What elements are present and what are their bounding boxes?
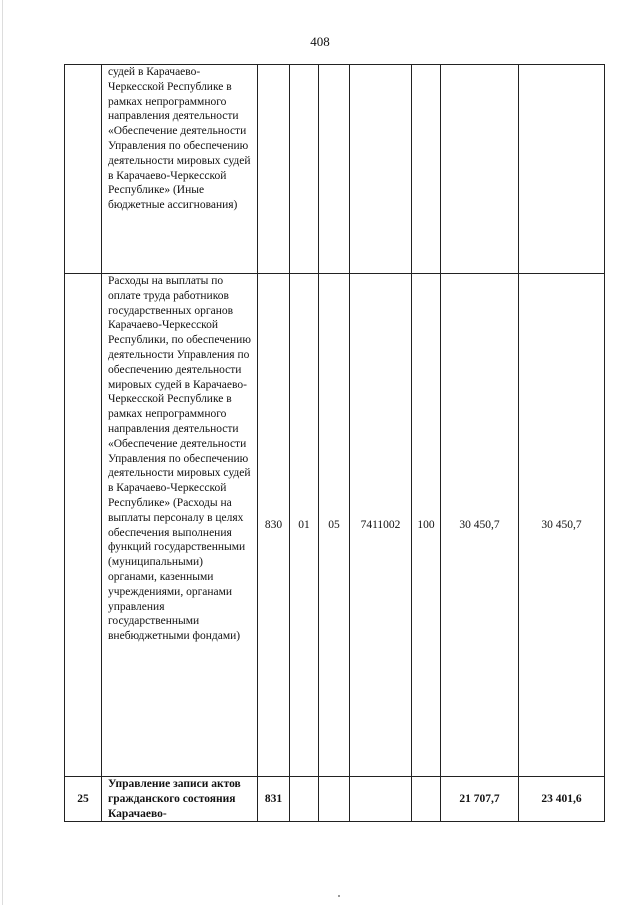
budget-table — [64, 64, 605, 822]
section-code-cell — [290, 777, 319, 822]
ministry-code-cell — [258, 65, 290, 274]
subsection-code-cell — [319, 777, 350, 822]
table-row — [65, 65, 605, 274]
sum-year1-cell: 21 707,7 — [441, 777, 519, 822]
table-row — [65, 274, 605, 777]
ministry-code-cell: 831 — [258, 777, 290, 822]
description-cell: судей в Карачаево-Черкесской Республике в рамках непрограммного направления деятельности «Обеспечение деятельности Управления по обеспечению деятельности мировых судей в Карачаево-Черкесской Республике» (Иные бюджетные ассигнования) — [102, 65, 258, 274]
sum-year2-cell: 30 450,7 — [519, 274, 605, 777]
section-code-cell: 01 — [290, 274, 319, 777]
ministry-code-cell: 830 — [258, 274, 290, 777]
expense-type-cell — [412, 777, 441, 822]
scan-dot — [338, 895, 340, 897]
target-article-cell — [350, 65, 412, 274]
table-row — [65, 777, 605, 822]
target-article-cell: 7411002 — [350, 274, 412, 777]
subsection-code-cell — [319, 65, 350, 274]
scan-left-edge — [2, 0, 3, 905]
expense-type-cell: 100 — [412, 274, 441, 777]
sum-year2-cell: 23 401,6 — [519, 777, 605, 822]
description-cell: Расходы на выплаты по оплате труда работников государственных органов Карачаево-Черкесской Республики, по обеспечению деятельности Управления по обеспечению деятельности мировых судей в Карачаево-Черкесской Республике в рамках непрограммного направления деятельности «Обеспечение деятельности Управления по обеспечению деятельности мировых судей в Карачаево-Черкесской Республике» (Расходы на выплаты персоналу в целях обеспечения выполнения функций государственными (муниципальными) органами, казенными учреждениями, органами управления государственными внебюджетными фондами) — [102, 274, 258, 777]
expense-type-cell — [412, 65, 441, 274]
page-number: 408 — [310, 34, 330, 49]
row-number-cell — [65, 274, 102, 777]
section-code-cell — [290, 65, 319, 274]
target-article-cell — [350, 777, 412, 822]
sum-year2-cell — [519, 65, 605, 274]
row-number-cell: 25 — [65, 777, 102, 822]
subsection-code-cell: 05 — [319, 274, 350, 777]
row-number-cell — [65, 65, 102, 274]
description-cell: Управление записи актов гражданского состояния Карачаево- — [102, 777, 258, 822]
sum-year1-cell: 30 450,7 — [441, 274, 519, 777]
sum-year1-cell — [441, 65, 519, 274]
